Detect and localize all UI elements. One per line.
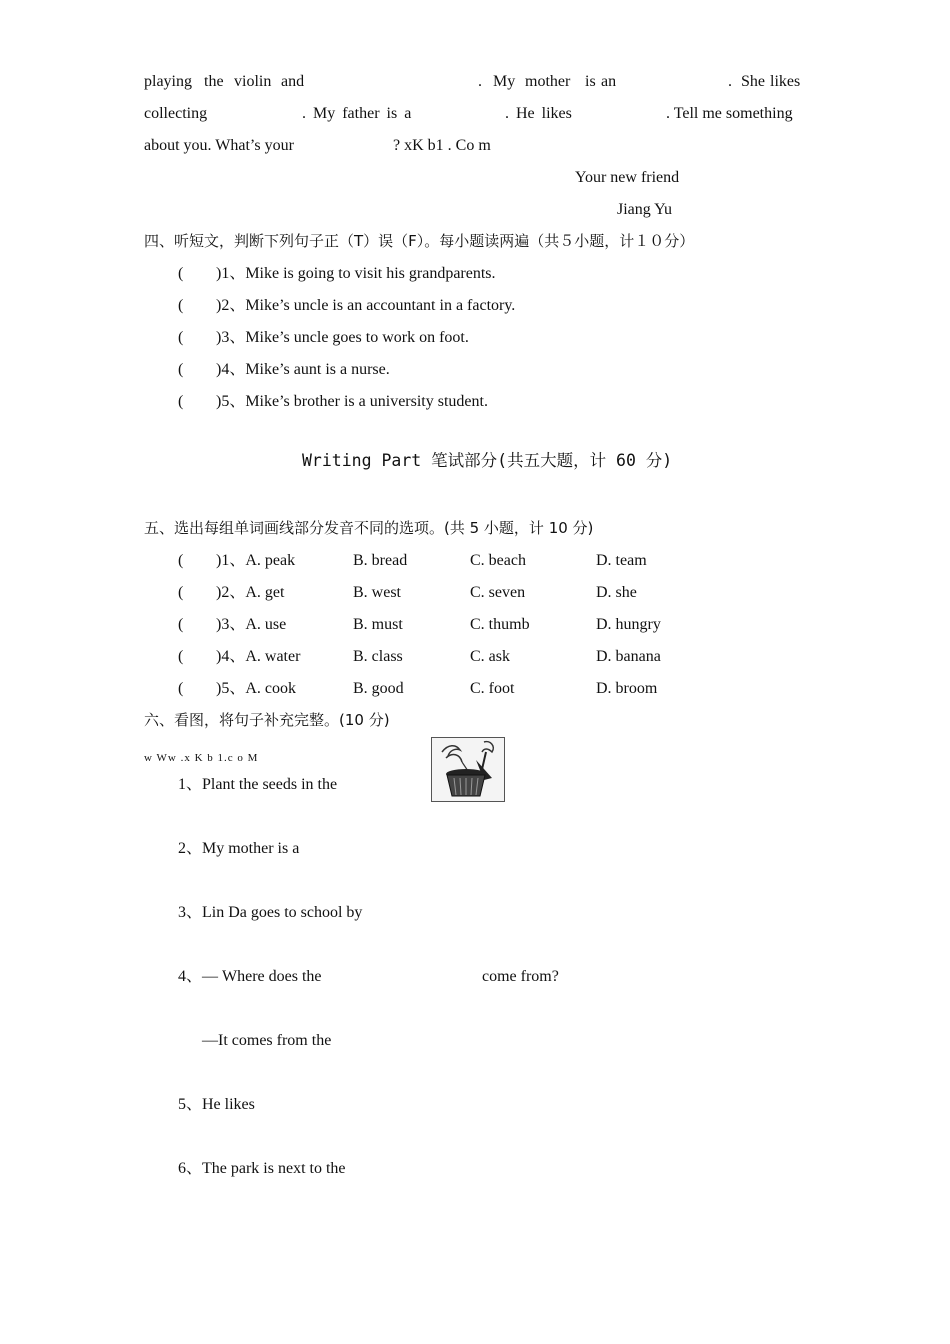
section5-option-b: B. bread xyxy=(353,552,408,569)
section5-paren: ( xyxy=(178,552,184,569)
section4-item-paren: ( xyxy=(178,265,184,282)
section4-item-paren: ( xyxy=(178,361,184,378)
letter-line-3a: about you. What’s your xyxy=(144,137,294,154)
section4-item-text: )2、Mike’s uncle is an accountant in a factory. xyxy=(216,297,516,314)
section5-option-d: D. she xyxy=(596,584,637,601)
letter-line-2c: . He likes xyxy=(505,105,572,122)
section4-item-text: )4、Mike’s aunt is a nurse. xyxy=(216,361,390,378)
section5-option-b: B. good xyxy=(353,680,404,697)
section5-option-c: C. thumb xyxy=(470,616,530,633)
section4-item-paren: ( xyxy=(178,329,184,346)
letter-word: . xyxy=(478,73,482,90)
letter-line-2b: . My father is a xyxy=(302,105,412,122)
section5-option-a: )4、A. water xyxy=(216,648,301,665)
section5-option-d: D. team xyxy=(596,552,647,569)
section5-paren: ( xyxy=(178,648,184,665)
section4-item-text: )3、Mike’s uncle goes to work on foot. xyxy=(216,329,469,346)
letter-word: and xyxy=(281,73,305,90)
flower-pot-icon xyxy=(431,737,505,802)
section5-option-c: C. ask xyxy=(470,648,510,665)
section5-option-d: D. broom xyxy=(596,680,658,697)
section4-item-paren: ( xyxy=(178,297,184,314)
section6-question-4a: 4、— Where does the xyxy=(178,968,322,985)
section5-option-b: B. must xyxy=(353,616,403,633)
letter-closing: Your new friend xyxy=(575,169,680,186)
section6-heading: 六、看图，将句子补充完整。(10 分) xyxy=(144,711,390,729)
letter-word: is xyxy=(585,73,596,90)
section4-item-text: )1、Mike is going to visit his grandparents. xyxy=(216,265,496,282)
section5-option-a: )3、A. use xyxy=(216,616,287,633)
letter-word: an xyxy=(601,73,617,90)
letter-word: the xyxy=(204,73,224,90)
letter-word: likes xyxy=(770,73,801,90)
section6-question-3: 3、Lin Da goes to school by xyxy=(178,904,363,921)
letter-word: mother xyxy=(525,73,571,90)
section5-option-b: B. class xyxy=(353,648,403,665)
section5-option-a: )5、A. cook xyxy=(216,680,296,697)
letter-word: playing xyxy=(144,73,192,90)
section5-option-a: )2、A. get xyxy=(216,584,285,601)
section4-item-paren: ( xyxy=(178,393,184,410)
section5-option-d: D. banana xyxy=(596,648,661,665)
section6-question-6: 6、The park is next to the xyxy=(178,1160,346,1177)
letter-word: violin xyxy=(234,73,272,90)
section5-heading: 五、选出每组单词画线部分发音不同的选项。(共 5 小题，计 10 分) xyxy=(144,519,594,537)
section5-option-d: D. hungry xyxy=(596,616,661,633)
section6-question-1: 1、Plant the seeds in the xyxy=(178,776,338,793)
section5-option-c: C. seven xyxy=(470,584,526,601)
watermark-text: w Ww .x K b 1.c o M xyxy=(144,752,259,764)
section5-paren: ( xyxy=(178,680,184,697)
letter-word: . xyxy=(728,73,732,90)
section5-paren: ( xyxy=(178,584,184,601)
letter-line-2d: . Tell me something xyxy=(666,105,793,122)
letter-signature: Jiang Yu xyxy=(617,201,672,218)
letter-word: My xyxy=(493,73,516,90)
writing-part-title: Writing Part 笔试部分(共五大题，计 60 分) xyxy=(302,451,673,470)
section4-heading: 四、听短文，判断下列句子正（T）误（F）。每小题读两遍（共５小题，计１０分） xyxy=(144,232,695,250)
section6-question-5: 5、He likes xyxy=(178,1096,255,1113)
section5-option-c: C. foot xyxy=(470,680,515,697)
section6-question-2: 2、My mother is a xyxy=(178,840,300,857)
section5-option-a: )1、A. peak xyxy=(216,552,296,569)
letter-line-2a: collecting xyxy=(144,105,208,122)
section6-question-4b: come from? xyxy=(482,968,559,985)
letter-line-3b: ? xK b1 . Co m xyxy=(393,137,491,154)
section5-option-c: C. beach xyxy=(470,552,526,569)
section5-option-b: B. west xyxy=(353,584,401,601)
letter-word: She xyxy=(741,73,765,90)
section5-paren: ( xyxy=(178,616,184,633)
section6-answer-4: —It comes from the xyxy=(202,1032,332,1049)
section4-item-text: )5、Mike’s brother is a university student. xyxy=(216,393,488,410)
